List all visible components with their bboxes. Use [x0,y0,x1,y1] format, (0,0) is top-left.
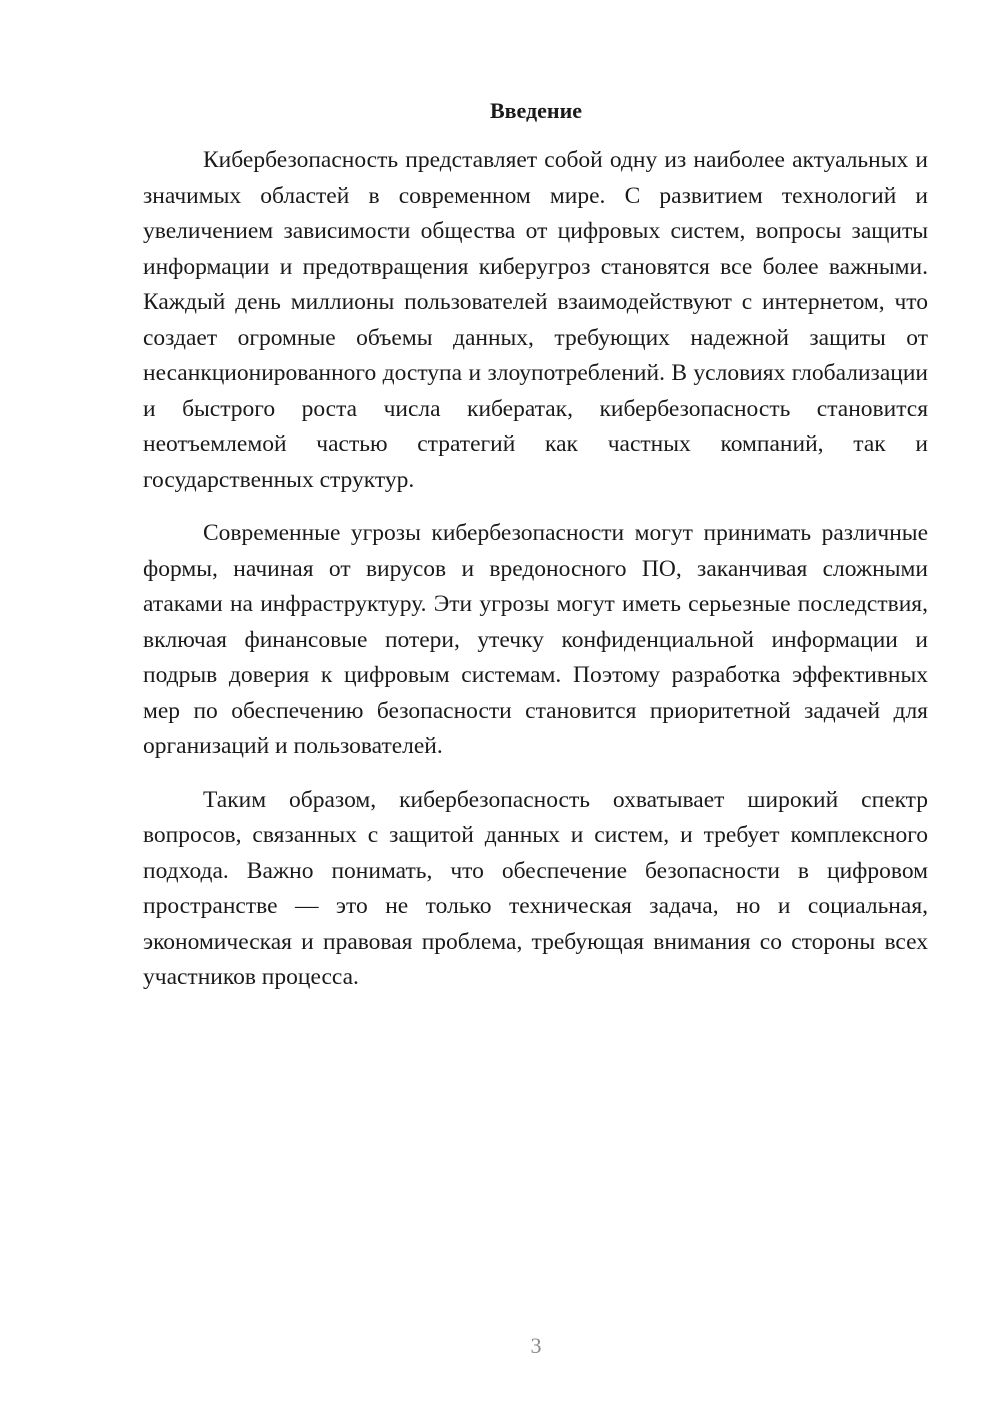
paragraph-3: Таким образом, кибербезопасность охватывает широкий спектр вопросов, связанных с защитой данных и систем, и требует комплексного подхода. Важно понимать, что обеспечение безопасности в цифровом пространстве — это не только техническая задача, но и социальная, экономическая и правовая проблема, требующая внимания со стороны всех участников процесса. [143,786,928,990]
page-number: 3 [530,1333,542,1358]
paragraph-2: Современные угрозы кибербезопасности могут принимать различные формы, начиная от вирусов и вредоносного ПО, заканчивая сложными атаками на инфраструктуру. Эти угрозы могут иметь серьезные последствия, включая финансовые потери, утечку конфиденциальной информации и подрыв доверия к цифровым системам. Поэтому разработка эффективных мер по обеспечению безопасности становится приоритетной задачей для организаций и пользователей. [143,520,928,759]
section-title: Введение [489,98,583,123]
paragraph-1: Кибербезопасность представляет собой одну из наиболее актуальных и значимых областей в современном мире. С развитием технологий и увеличением зависимости общества от цифровых систем, вопросы защиты информации и предотвращения киберугроз становятся все более важными. Каждый день миллионы пользователей взаимодействуют с интернетом, что создает огромные объемы данных, требующих надежной защиты от несанкционированного доступа и злоупотреблений. В условиях глобализации и быстрого роста числа кибератак, кибербезопасность становится неотъемлемой частью стратегий как частных компаний, так и государственных структур. [143,147,928,493]
body-text [143,143,928,1014]
